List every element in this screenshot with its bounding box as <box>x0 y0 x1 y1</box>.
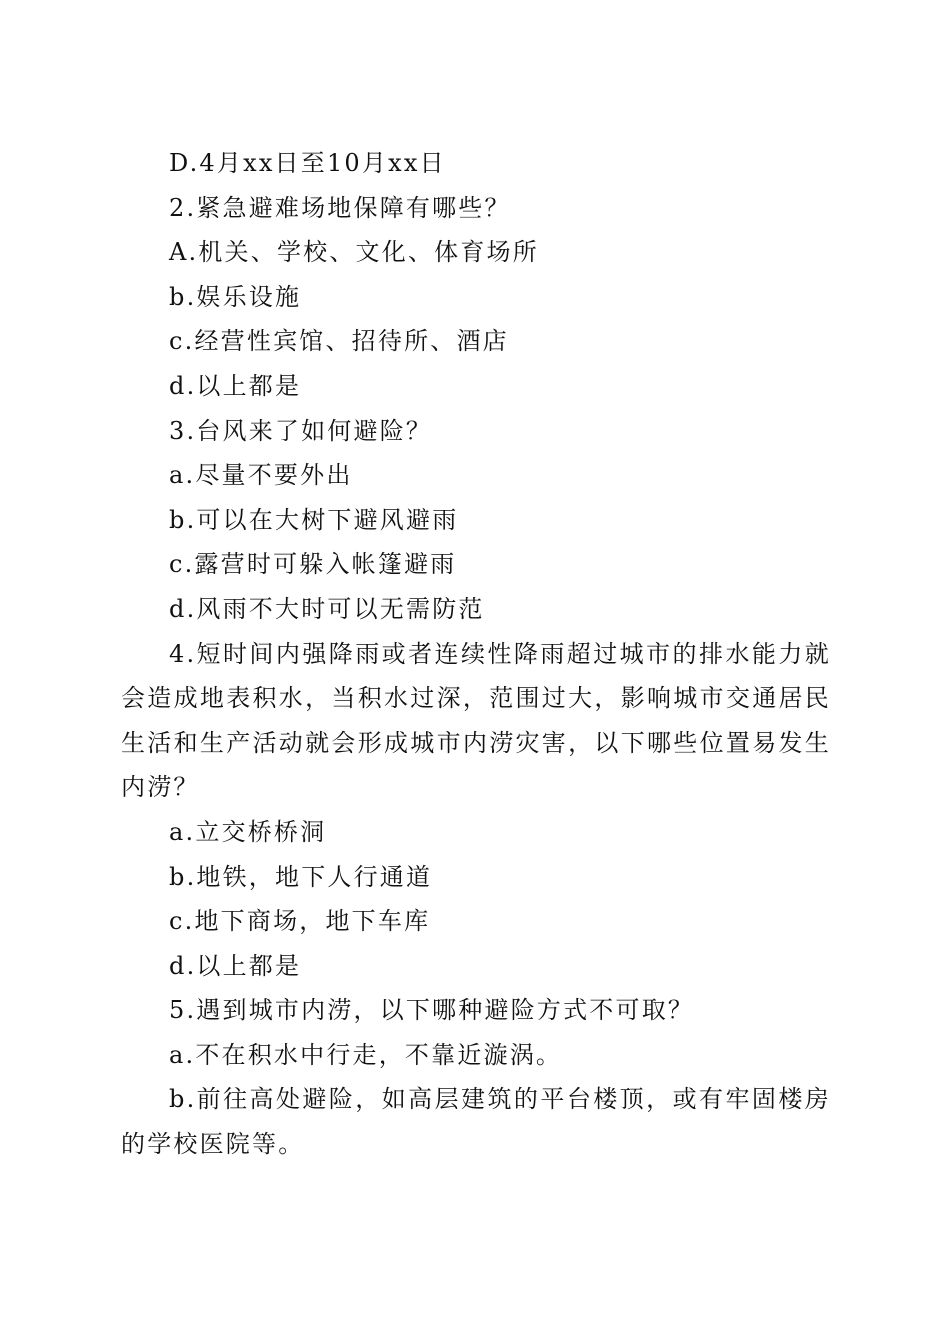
q2-option-c: c.经营性宾馆、招待所、酒店 <box>169 327 509 356</box>
q3-option-d: d.风雨不大时可以无需防范 <box>169 594 485 623</box>
q3-option-a: a.尽量不要外出 <box>169 461 353 490</box>
q4-question: 4.短时间内强降雨或者连续性降雨超过城市的排水能力就会造成地表积水，当积水过深，范围过大，影响城市交通居民生活和生产活动就会形成城市内涝灾害，以下哪些位置易发生内涝？ <box>121 639 831 802</box>
q2-option-d: d.以上都是 <box>169 371 302 400</box>
q4-option-a: a.立交桥桥洞 <box>169 817 327 846</box>
q4-option-b: b.地铁，地下人行通道 <box>169 862 433 891</box>
q5-option-b: b.前往高处避险，如高层建筑的平台楼顶，或有牢固楼房的学校医院等。 <box>121 1085 831 1159</box>
q2-question: 2.紧急避难场地保障有哪些？ <box>169 193 511 222</box>
document-body <box>121 141 831 1167</box>
q3-question: 3.台风来了如何避险？ <box>169 416 433 445</box>
q5-question: 5.遇到城市内涝，以下哪种避险方式不可取？ <box>169 996 695 1025</box>
q3-option-c: c.露营时可躲入帐篷避雨 <box>169 550 457 579</box>
q1-option-d: D.4月xx日至10月xx日 <box>169 149 446 177</box>
q5-option-a: a.不在积水中行走，不靠近漩涡。 <box>169 1040 563 1069</box>
q4-option-d: d.以上都是 <box>169 951 302 980</box>
q2-option-a: A.机关、学校、文化、体育场所 <box>169 238 539 267</box>
q2-option-b: b.娱乐设施 <box>169 282 302 311</box>
q4-option-c: c.地下商场，地下车库 <box>169 907 431 936</box>
q3-option-b: b.可以在大树下避风避雨 <box>169 505 459 534</box>
